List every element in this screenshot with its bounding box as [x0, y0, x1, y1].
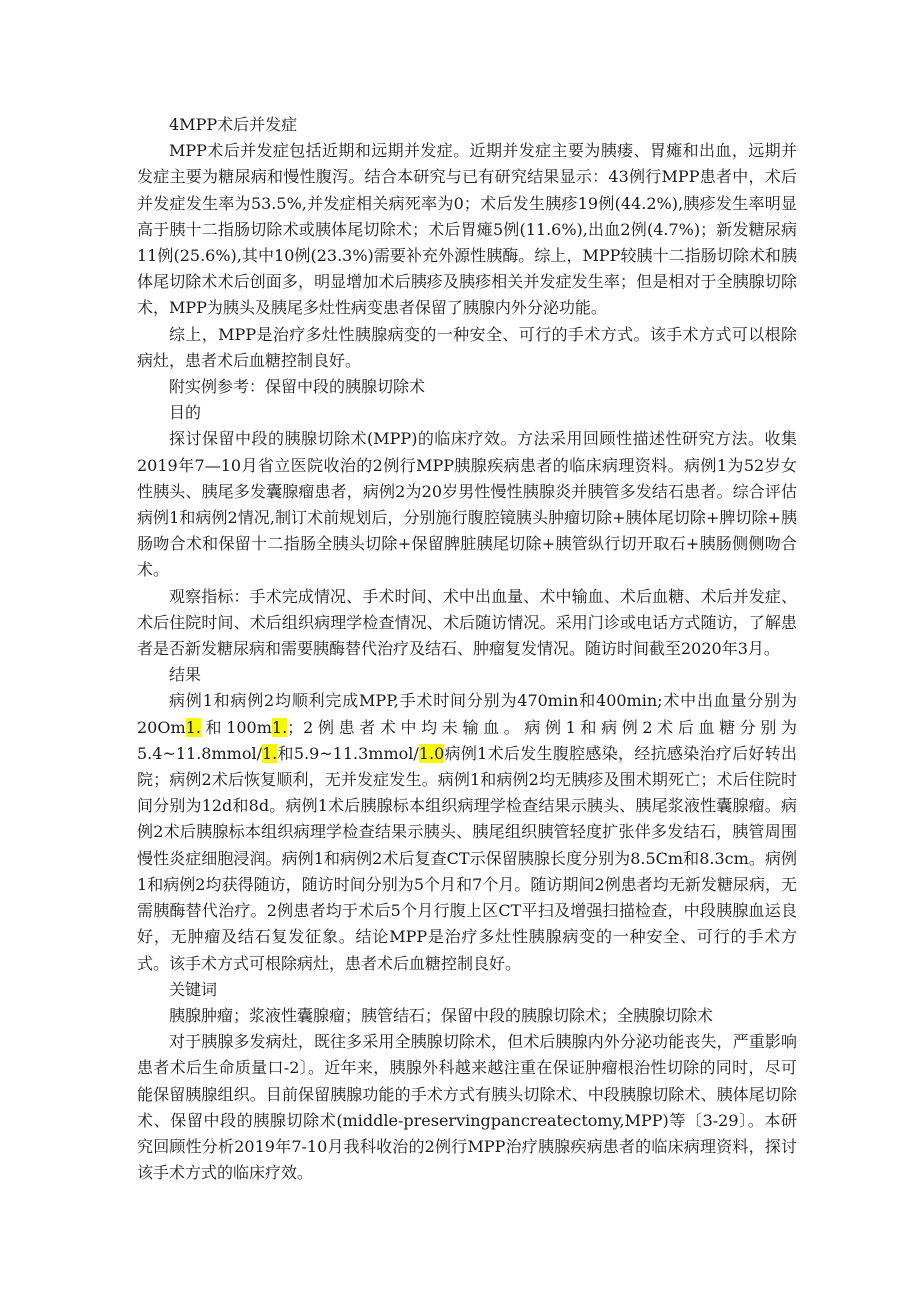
document-body	[137, 112, 797, 1186]
purpose-heading: 目的	[169, 403, 202, 423]
paragraph-conclusion: 综上，MPP是治疗多灶性胰腺病变的一种安全、可行的手术方式。该手术方式可以根除病灶，患者术后血糖控制良好。	[137, 324, 797, 370]
paragraph-complications: MPP术后并发症包括近期和远期并发症。近期并发症主要为胰瘘、胃瘫和出血，远期并发症主要为糖尿病和慢性腹泻。结合本研究与已有研究结果显示：43例行MPP患者中，术后并发症发生率为53.5%,并发症相关病死率为0；术后发生胰疹19例(44.2%),胰疹发生率明显高于胰十二指肠切除术或胰体尾切除术；术后胃瘫5例(11.6%),出血2例(4.7%)；新发糖尿病11例(25.6%),其中10例(23.3%)需要补充外源性胰酶。综上，MPP较胰十二指肠切除术和胰体尾切除术术后创面多，明显增加术后胰疹及胰疹相关并发症发生率；但是相对于全胰腺切除术，MPP为胰头及胰尾多灶性病变患者保留了胰腺内外分泌功能。	[137, 141, 797, 318]
results-text: 病例1和病例2均顺利完成MPP,手术时间分别为470min和400min;术中出血量分别为20Om	[137, 691, 797, 737]
results-text: 和5.9~11.3mmol/	[277, 743, 419, 763]
section-heading-complications: 4MPP术后并发症	[169, 115, 298, 134]
paragraph-observation: 观察指标：手术完成情况、手术时间、术中出血量、术中输血、术后血糖、术后并发症、术后住院时间、术后组织病理学检查情况、术后随访情况。采用门诊或电话方式随访，了解患者是否新发糖尿病和需要胰酶替代治疗及结石、肿瘤复发情况。随访时间截至2020年3月。	[137, 586, 797, 659]
paragraph-introduction: 对于胰腺多发病灶，既往多采用全胰腺切除术，但术后胰腺内外分泌功能丧失，严重影响患者术后生命质量口-2〕。近年来，胰腺外科越来越注重在保证肿瘤根治性切除的同时，尽可能保留胰腺组织。目前保留胰腺功能的手术方式有胰头切除术、中段胰腺切除术、胰体尾切除术、保留中段的胰腺切除术(middle-preservingpancreatectomy,MPP)等〔3-29〕。本研究回顾性分析2019年7-10月我科收治的2例行MPP治疗胰腺疾病患者的临床病理资料，探讨该手术方式的临床疗效。	[137, 1032, 797, 1183]
highlight-mark: 1.	[261, 743, 278, 763]
results-text: 和100m	[200, 717, 272, 737]
paragraph-keywords: 胰腺肿瘤；浆液性囊腺瘤；胰管结石；保留中段的胰腺切除术；全胰腺切除术	[169, 1005, 714, 1025]
appendix-heading: 附实例参考：保留中段的胰腺切除术	[169, 377, 426, 397]
highlight-mark: 1.	[185, 717, 201, 737]
paragraph-results	[137, 688, 797, 976]
paragraph-purpose: 探讨保留中段的胰腺切除术(MPP)的临床疗效。方法采用回顾性描述性研究方法。收集2019年7—10月省立医院收治的2例行MPP胰腺疾病患者的临床病理资料。病例1为52岁女性胰头、胰尾多发囊腺瘤患者，病例2为20岁男性慢性胰腺炎并胰管多发结石患者。综合评估病例1和病例2情况,制订术前规划后，分别施行腹腔镜胰头肿瘤切除+胰体尾切除+脾切除+胰肠吻合术和保留十二指肠全胰头切除+保留脾脏胰尾切除+胰管纵行切开取石+胰肠侧侧吻合术。	[137, 429, 797, 580]
highlight-mark: 1.0	[418, 743, 445, 763]
keywords-heading: 关键词	[169, 979, 218, 999]
highlight-mark: 1.	[271, 717, 288, 737]
results-text: 病例1术后发生腹腔感染，经抗感染治疗后好转出院；病例2术后恢复顺利，无并发症发生。病例1和病例2均无胰疹及围术期死亡；术后住院时间分别为12d和8d。病例1术后胰腺标本组织病理学检查结果示胰头、胰尾浆液性囊腺瘤。病例2术后胰腺标本组织病理学检查结果示胰头、胰尾组织胰管轻度扩张伴多发结石，胰管周围慢性炎症细胞浸润。病例1和病例2术后复查CT示保留胰腺长度分别为8.5Cm和8.3cm。病例1和病例2均获得随访，随访时间分别为5个月和7个月。随访期间2例患者均无新发糖尿病，无需胰酶替代治疗。2例患者均于术后5个月行腹上区CT平扫及增强扫描检查，中段胰腺血运良好，无肿瘤及结石复发征象。结论MPP是治疗多灶性胰腺病变的一种安全、可行的手术方式。该手术方式可根除病灶，患者术后血糖控制良好。	[137, 743, 797, 973]
results-text: ；2例患者术中均未输血。病例1和病例2术后血糖分别为5.4~11.8mmol/	[137, 717, 797, 763]
results-heading: 结果	[169, 665, 202, 685]
